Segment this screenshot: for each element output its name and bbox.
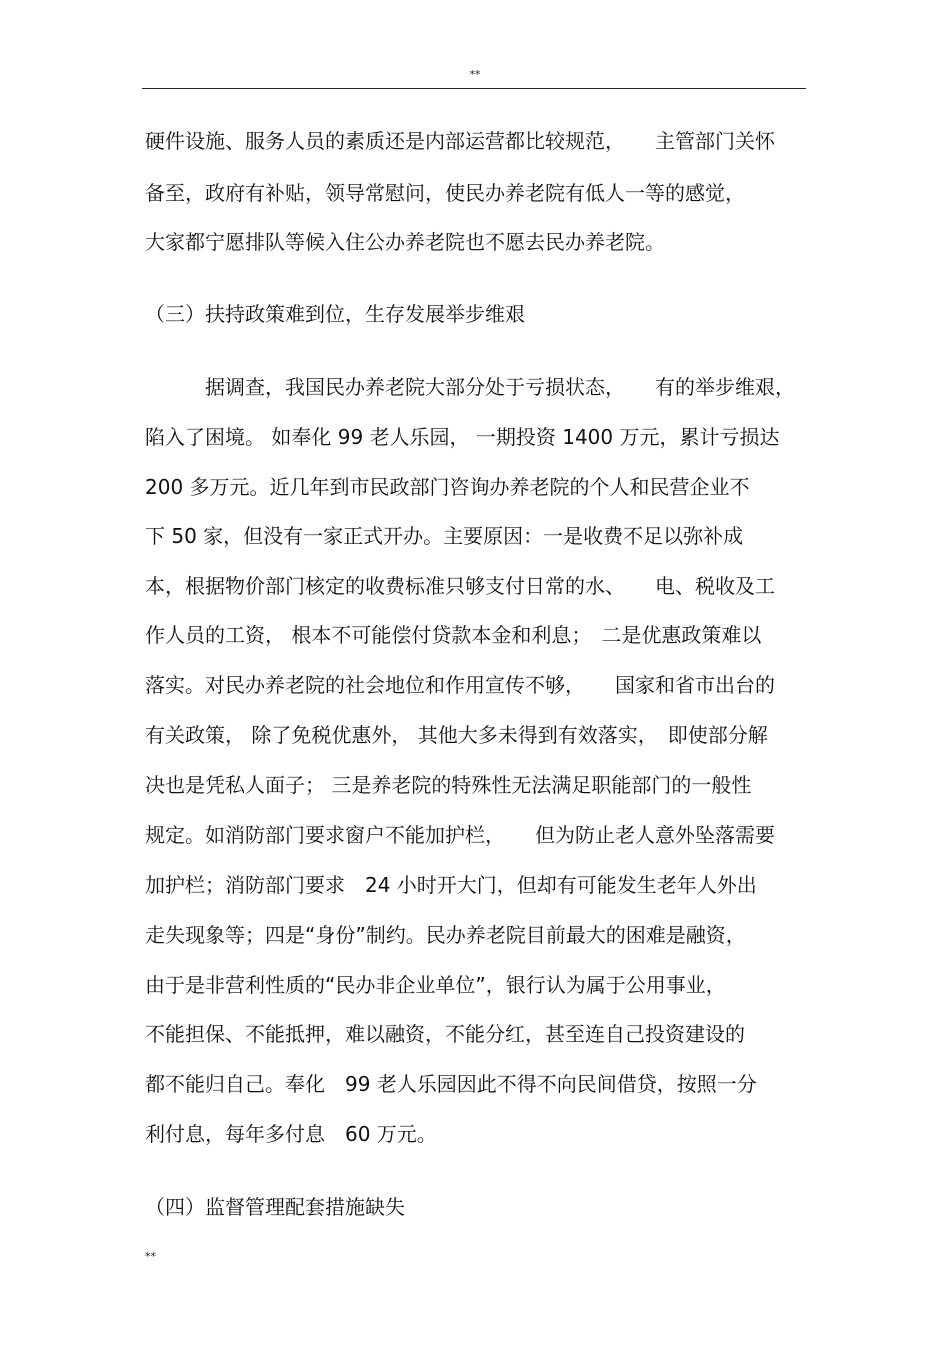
text-line: 据调查，我国民办养老院大部分处于亏损状态， 有的举步维艰， [145,375,795,399]
text-line: 由于是非营利性质的“民办非企业单位”，银行认为属于公用事业， [145,973,726,997]
text-line: 不能担保、不能抵押，难以融资，不能分红，甚至连自己投资建设的 [145,1022,745,1046]
text-line: 有关政策， 除了免税优惠外， 其他大多未得到有效落实， 即使部分解 [145,723,768,747]
text-line: 作人员的工资， 根本不可能偿付贷款本金和利息； 二是优惠政策难以 [145,623,762,647]
text-line: 利付息，每年多付息 60 万元。 [145,1122,437,1146]
text-line: 下 50 家，但没有一家正式开办。主要原因：一是收费不足以弥补成 [145,524,744,548]
text-line: 本，根据物价部门核定的收费标准只够支付日常的水、 电、税收及工 [145,574,775,598]
text-line: 加护栏；消防部门要求 24 小时开大门，但却有可能发生老年人外出 [145,873,757,897]
text-line: 决也是凭私人面子； 三是养老院的特殊性无法满足职能部门的一般性 [145,773,752,797]
header-rule [142,88,806,89]
text-line: 200 多万元。近几年到市民政部门咨询办养老院的个人和民营企业不 [145,475,750,499]
text-line: 落实。对民办养老院的社会地位和作用宣传不够， 国家和省市出台的 [145,673,775,697]
text-line: 陷入了困境。 如奉化 99 老人乐园， 一期投资 1400 万元，累计亏损达 [145,425,780,449]
text-line: 大家都宁愿排队等候入住公办养老院也不愿去民办养老院。 [145,230,665,254]
text-line: 规定。如消防部门要求窗户不能加护栏， 但为防止老人意外坠落需要 [145,823,775,847]
text-line: 都不能归自己。奉化 99 老人乐园因此不得不向民间借贷，按照一分 [145,1072,757,1096]
section-heading: （四）监督管理配套措施缺失 [145,1195,405,1219]
text-line: 走失现象等；四是“身份”制约。民办养老院目前最大的困难是融资， [145,923,746,947]
header-mark: ** [469,68,481,81]
text-line: 硬件设施、服务人员的素质还是内部运营都比较规范， 主管部门关怀 [145,129,775,153]
footer-mark: ** [145,1250,156,1263]
text-line: 备至，政府有补贴，领导常慰问，使民办养老院有低人一等的感觉， [145,181,745,205]
section-heading: （三）扶持政策难到位，生存发展举步维艰 [145,302,525,326]
